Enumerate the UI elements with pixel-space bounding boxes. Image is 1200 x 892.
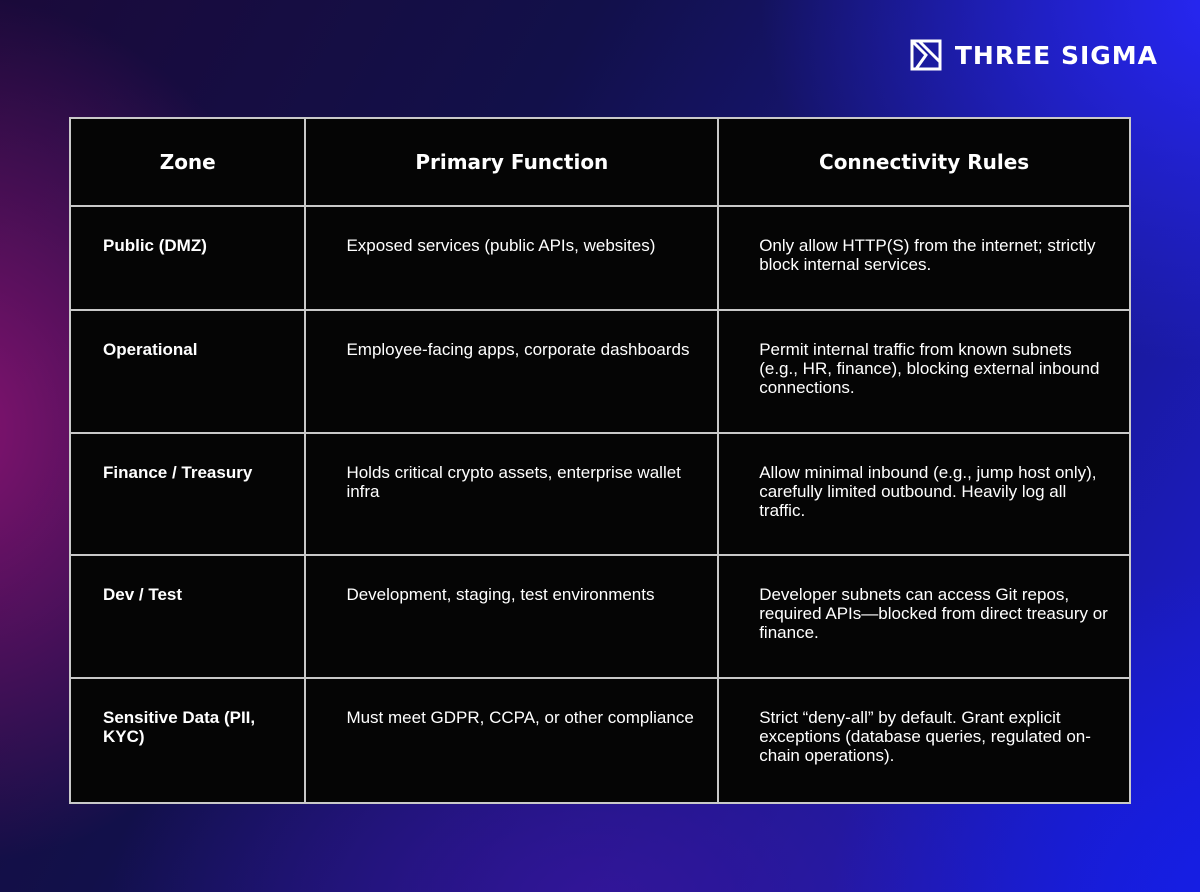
rules-cell: Only allow HTTP(S) from the internet; strictly block internal services. xyxy=(718,206,1130,310)
rules-cell: Allow minimal inbound (e.g., jump host only), carefully limited outbound. Heavily log all traffic. xyxy=(718,433,1130,555)
zone-cell: Operational xyxy=(70,310,305,433)
three-sigma-logo-icon xyxy=(909,38,943,72)
rules-cell: Strict “deny-all” by default. Grant explicit exceptions (database queries, regulated on-chain operations). xyxy=(718,678,1130,803)
zone-cell: Finance / Treasury xyxy=(70,433,305,555)
header-zone: Zone xyxy=(70,118,305,206)
zone-cell: Sensitive Data (PII, KYC) xyxy=(70,678,305,803)
table-header-row xyxy=(70,118,1130,206)
header-primary-function: Primary Function xyxy=(305,118,718,206)
table-row xyxy=(70,433,1130,555)
rules-cell: Developer subnets can access Git repos, required APIs—blocked from direct treasury or finance. xyxy=(718,555,1130,678)
zone-cell: Public (DMZ) xyxy=(70,206,305,310)
table-row xyxy=(70,678,1130,803)
brand-name: THREE SIGMA xyxy=(954,40,1158,70)
function-cell: Employee-facing apps, corporate dashboards xyxy=(305,310,718,433)
function-cell: Exposed services (public APIs, websites) xyxy=(305,206,718,310)
table-row xyxy=(70,555,1130,678)
table-row xyxy=(70,310,1130,433)
table-row xyxy=(70,206,1130,310)
function-cell: Development, staging, test environments xyxy=(305,555,718,678)
rules-cell: Permit internal traffic from known subnets (e.g., HR, finance), blocking external inbound connections. xyxy=(718,310,1130,433)
zone-cell: Dev / Test xyxy=(70,555,305,678)
network-zones-table xyxy=(69,117,1131,804)
brand-logo xyxy=(909,38,1158,72)
header-connectivity-rules: Connectivity Rules xyxy=(718,118,1130,206)
function-cell: Holds critical crypto assets, enterprise wallet infra xyxy=(305,433,718,555)
function-cell: Must meet GDPR, CCPA, or other compliance xyxy=(305,678,718,803)
